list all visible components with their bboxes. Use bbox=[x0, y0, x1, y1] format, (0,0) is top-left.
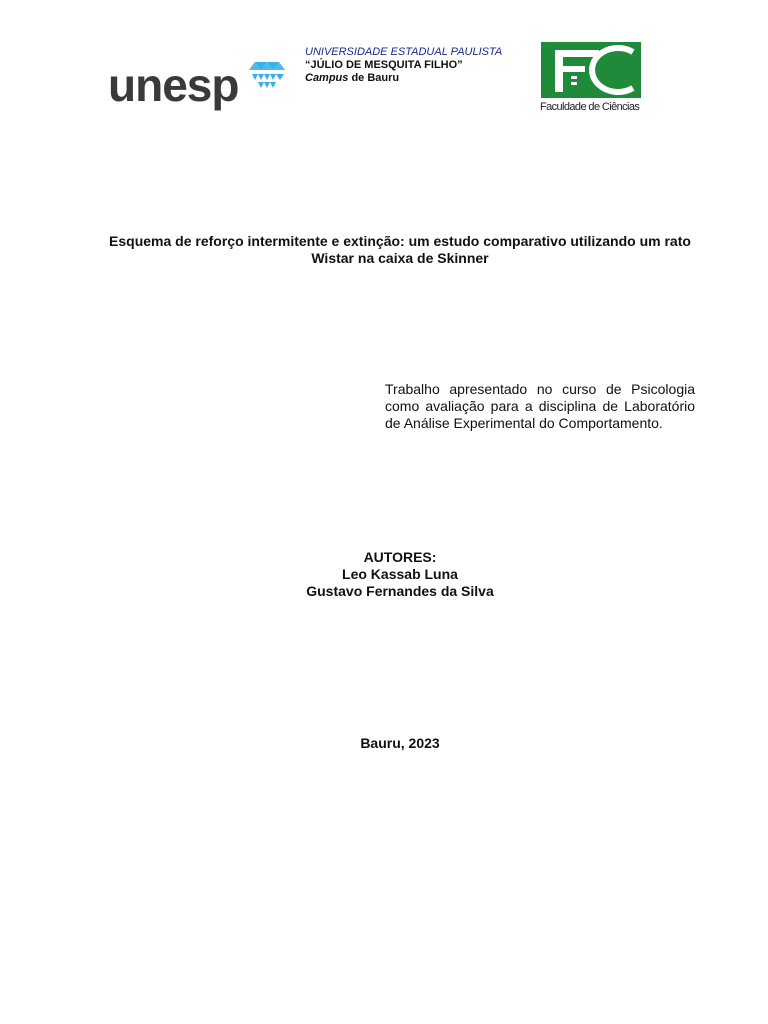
faculdade-de-ciencias-fc-logo-icon bbox=[541, 42, 641, 98]
campus-city: de Bauru bbox=[348, 72, 400, 84]
faculdade-de-ciencias-caption: Faculdade de Ciências bbox=[540, 101, 640, 113]
unesp-wordmark: unesp bbox=[108, 59, 239, 111]
document-title: Esquema de reforço intermitente e extinção: um estudo comparativo utilizando um rato Wistar na caixa de Skinner bbox=[109, 233, 691, 266]
place-and-year: Bauru, 2023 bbox=[360, 735, 440, 751]
unesp-logo bbox=[108, 60, 284, 118]
university-name-block bbox=[305, 46, 535, 85]
faculdade-de-ciencias-logo bbox=[540, 42, 642, 116]
campus-line bbox=[305, 72, 535, 85]
author-name: Gustavo Fernandes da Silva bbox=[306, 583, 494, 599]
authors-block bbox=[200, 549, 600, 600]
unesp-triangle-mosaic-icon bbox=[246, 60, 288, 90]
campus-label: Campus bbox=[305, 72, 349, 84]
authors-label: AUTORES: bbox=[363, 549, 437, 565]
university-name: UNIVERSIDADE ESTADUAL PAULISTA bbox=[305, 46, 503, 58]
purpose-statement: Trabalho apresentado no curso de Psicologia como avaliação para a disciplina de Laboratório de Análise Experimental do Comportamento. bbox=[385, 381, 695, 431]
university-patron: “JÚLIO DE MESQUITA FILHO” bbox=[305, 59, 463, 71]
author-name: Leo Kassab Luna bbox=[342, 566, 458, 582]
